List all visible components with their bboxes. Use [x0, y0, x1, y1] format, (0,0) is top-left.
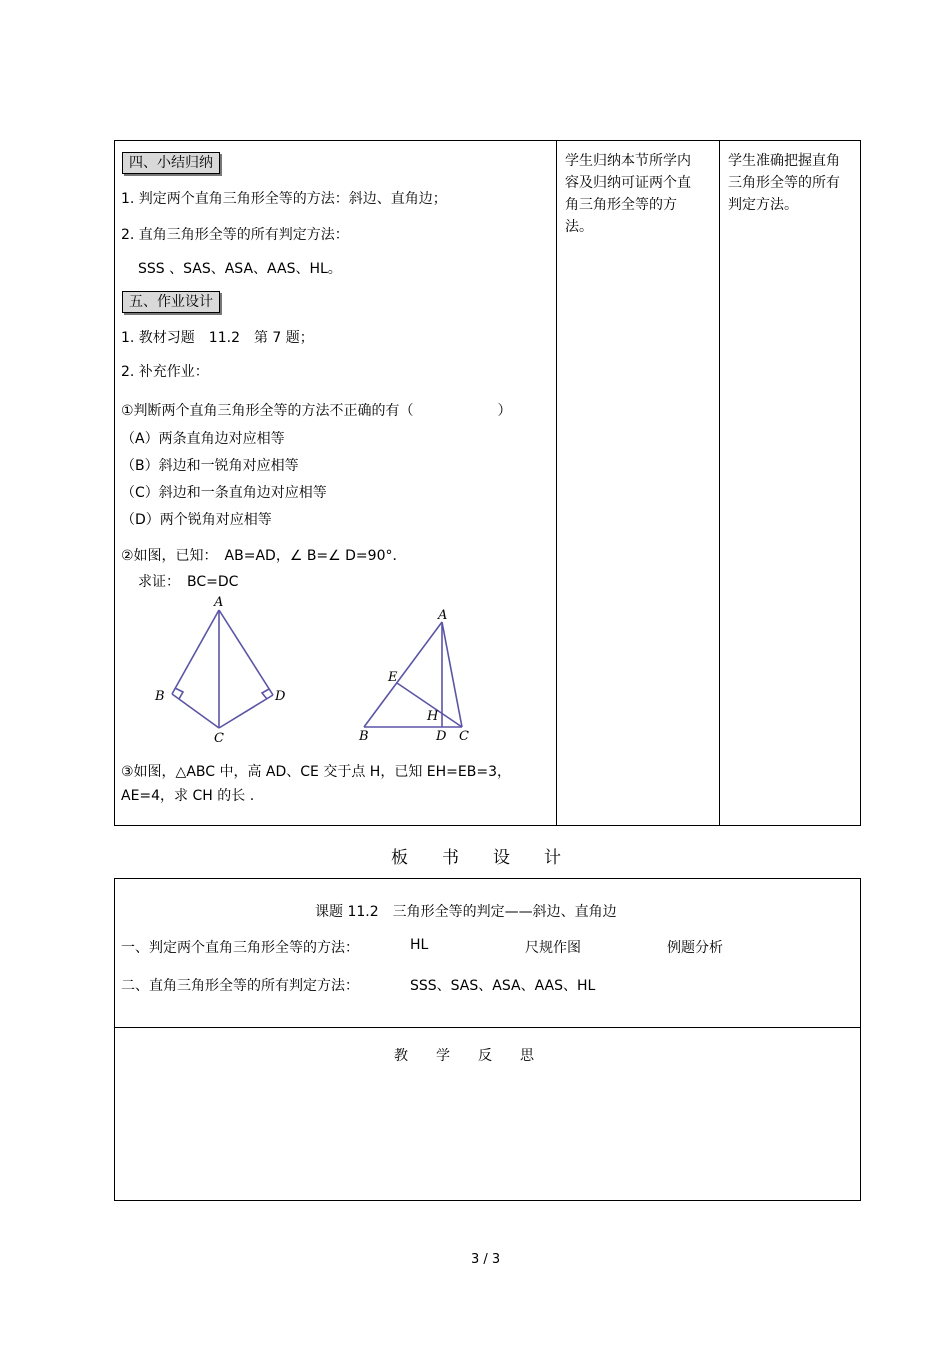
kite-ab: [172, 610, 219, 694]
tri-label-a: A: [438, 608, 448, 623]
tri-label-h: H: [427, 709, 439, 724]
summary-item-1: 1. 判定两个直角三角形全等的方法：斜边、直角边；: [121, 191, 447, 207]
tri-label-c: C: [459, 729, 469, 744]
board-row-1-value: HL: [410, 937, 429, 953]
kite-bc: [172, 694, 219, 728]
figure-triangle: [350, 605, 485, 745]
tri-ac: [442, 622, 462, 727]
board-row-1-label: 一、判定两个直角三角形全等的方法：: [121, 940, 359, 956]
board-divider: [114, 1027, 861, 1028]
question-2: ②如图，已知： AB=AD，∠ B=∠ D=90°．: [121, 548, 407, 564]
tri-label-e: E: [388, 670, 398, 685]
question-1-option-b: （B）斜边和一锐角对应相等: [121, 458, 299, 474]
kite-label-c: C: [214, 731, 224, 746]
question-3-line-2: AE=4，求 CH 的长 .: [121, 788, 255, 804]
board-table: [114, 878, 861, 1201]
kite-label-b: B: [155, 689, 165, 704]
table-divider-1: [556, 140, 557, 826]
homework-item-1: 1. 教材习题 11.2 第 7 题；: [121, 330, 314, 346]
student-activity: 学生归纳本节所学内容及归纳可证两个直角三角形全等的方法。: [565, 153, 691, 235]
board-row-1-col2: 尺规作图: [525, 940, 581, 956]
page-number: 3 / 3: [471, 1252, 501, 1267]
question-2-prove: 求证： BC=DC: [138, 574, 239, 590]
question-1-option-a: （A）两条直角边对应相等: [121, 431, 285, 447]
tri-label-d: D: [436, 729, 447, 744]
table-divider-2: [719, 140, 720, 826]
question-3-line-1: ③如图，△ABC 中，高 AD、CE 交于点 H，已知 EH=EB=3，: [121, 764, 511, 780]
kite-label-a: A: [214, 595, 224, 610]
methods-line: SSS 、SAS、ASA、AAS、HL。: [138, 261, 342, 277]
homework-item-2: 2. 补充作业：: [121, 364, 209, 380]
summary-heading: 四、小结归纳: [122, 152, 220, 174]
question-1-option-d: （D）两个锐角对应相等: [121, 512, 272, 528]
figure-kite: [150, 592, 290, 747]
question-1-option-c: （C）斜边和一条直角边对应相等: [121, 485, 327, 501]
homework-heading: 五、作业设计: [122, 291, 220, 313]
board-title: 板 书 设 计: [391, 848, 561, 868]
board-topic: 课题 11.2 三角形全等的判定——斜边、直角边: [315, 904, 617, 920]
board-row-2-label: 二、直角三角形全等的所有判定方法：: [121, 978, 359, 994]
board-row-1-col3: 例题分析: [667, 940, 723, 956]
question-1: ①判断两个直角三角形全等的方法不正确的有（ ）: [121, 403, 512, 419]
kite-ad: [219, 610, 273, 695]
design-intent: 学生准确把握直角三角形全等的所有判定方法。: [728, 153, 840, 213]
kite-dc: [219, 695, 273, 728]
summary-item-2: 2. 直角三角形全等的所有判定方法：: [121, 227, 349, 243]
reflection-title: 教 学 反 思: [394, 1048, 534, 1064]
board-row-2-value: SSS、SAS、ASA、AAS、HL: [410, 978, 596, 994]
kite-label-d: D: [275, 689, 286, 704]
tri-label-b: B: [359, 729, 369, 744]
